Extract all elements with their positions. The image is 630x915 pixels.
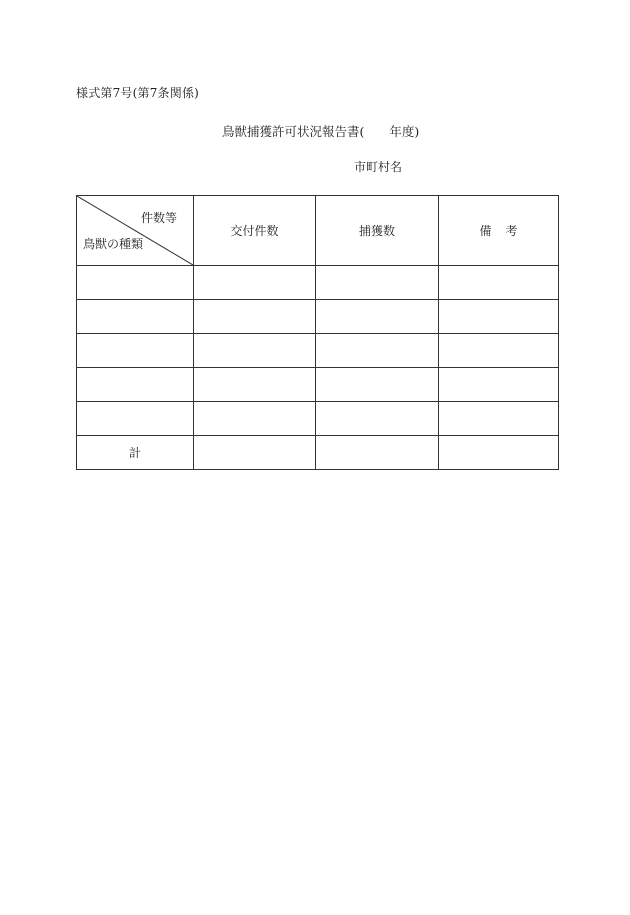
report-table xyxy=(76,195,559,470)
table-cell[interactable] xyxy=(316,368,439,402)
table-row xyxy=(77,300,559,334)
page-title: 鳥獣捕獲許可状況報告書( 年度) xyxy=(222,124,420,139)
table-cell[interactable] xyxy=(316,334,439,368)
header-remarks-label: 備考 xyxy=(479,224,532,238)
table-row xyxy=(77,368,559,402)
table-cell[interactable] xyxy=(194,266,316,300)
table-row xyxy=(77,266,559,300)
table-cell[interactable] xyxy=(77,300,194,334)
table-cell[interactable] xyxy=(439,402,559,436)
table-cell[interactable] xyxy=(316,266,439,300)
corner-bottom-label: 鳥獣の種類 xyxy=(83,237,144,251)
header-remarks xyxy=(439,196,559,266)
total-issued-cell[interactable] xyxy=(194,436,316,470)
table-cell[interactable] xyxy=(194,402,316,436)
municipality-label: 市町村名 xyxy=(354,160,403,174)
total-label: 計 xyxy=(77,436,194,470)
header-issued-count: 交付件数 xyxy=(194,196,316,266)
table-cell[interactable] xyxy=(439,266,559,300)
table-cell[interactable] xyxy=(194,334,316,368)
table-cell[interactable] xyxy=(439,334,559,368)
table-cell[interactable] xyxy=(77,334,194,368)
diagonal-header-cell xyxy=(77,196,194,266)
table-row xyxy=(77,334,559,368)
header-row xyxy=(77,196,559,266)
corner-top-label: 件数等 xyxy=(140,211,177,225)
table-cell[interactable] xyxy=(316,402,439,436)
table-cell[interactable] xyxy=(77,266,194,300)
total-remarks-cell[interactable] xyxy=(439,436,559,470)
table-cell[interactable] xyxy=(194,368,316,402)
table-cell[interactable] xyxy=(77,402,194,436)
table-row xyxy=(77,402,559,436)
header-capture-count: 捕獲数 xyxy=(316,196,439,266)
form-number: 様式第7号(第7条関係) xyxy=(76,86,200,100)
table-cell[interactable] xyxy=(194,300,316,334)
diagonal-line xyxy=(77,196,193,265)
table-cell[interactable] xyxy=(439,368,559,402)
table-cell[interactable] xyxy=(316,300,439,334)
total-capture-cell[interactable] xyxy=(316,436,439,470)
table-cell[interactable] xyxy=(439,300,559,334)
table-cell[interactable] xyxy=(77,368,194,402)
total-row xyxy=(77,436,559,470)
